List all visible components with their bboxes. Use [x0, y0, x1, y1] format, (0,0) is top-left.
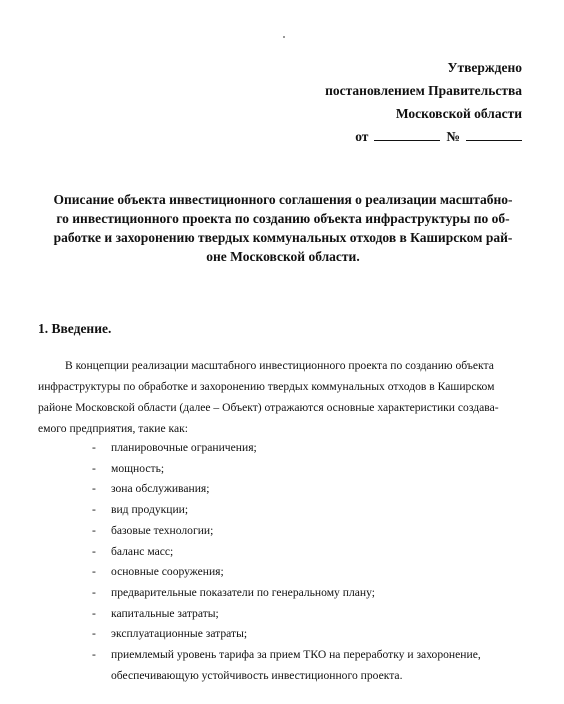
list-item	[92, 562, 481, 583]
list-item-text: мощность;	[111, 461, 165, 475]
intro-paragraph	[38, 355, 528, 439]
list-bullet: -	[92, 441, 96, 454]
list-bullet: -	[92, 523, 96, 537]
list-item	[92, 645, 481, 686]
list-item	[92, 459, 481, 480]
list-bullet: -	[92, 461, 96, 475]
list-item-text: базовые технологии;	[111, 523, 214, 537]
approval-line-date-number	[325, 125, 522, 148]
from-label: от	[355, 129, 369, 144]
list-item	[92, 521, 481, 542]
date-blank	[374, 128, 440, 141]
document-title	[38, 190, 528, 266]
list-item-text: эксплуатационные затраты;	[111, 627, 248, 641]
title-line: работке и захоронению твердых коммунальных отходов в Каширском рай-	[53, 230, 513, 245]
title-line: оне Московской области.	[206, 249, 360, 264]
list-item-text: предварительные показатели по генеральному плану;	[111, 585, 375, 599]
scan-speck	[283, 36, 285, 38]
approval-line-resolution: постановлением Правительства	[325, 83, 522, 98]
title-line: Описание объекта инвестиционного соглашения о реализации масштабно-	[53, 192, 513, 207]
list-item-text: баланс масс;	[111, 544, 174, 558]
list-item-text: основные сооружения;	[111, 565, 224, 579]
list-bullet: -	[92, 585, 96, 599]
paragraph-line: В концепции реализации масштабного инвестиционного проекта по созданию объекта	[65, 359, 494, 372]
list-item-continuation: обеспечивающую устойчивость инвестиционного проекта.	[111, 668, 403, 682]
list-item	[92, 583, 481, 604]
list-item-text: зона обслуживания;	[111, 482, 210, 496]
list-item-text: капитальные затраты;	[111, 606, 219, 620]
list-item-text: планировочные ограничения;	[111, 441, 257, 454]
list-item	[92, 438, 481, 459]
approval-block	[325, 56, 522, 148]
approval-line-approved: Утверждено	[447, 60, 522, 75]
list-bullet: -	[92, 503, 96, 517]
list-bullet: -	[92, 627, 96, 641]
list-item-text: приемлемый уровень тарифа за прием ТКО на переработку и захоронение,	[111, 648, 481, 662]
paragraph-line: районе Московской области (далее – Объект) отражаются основные характеристики создава-	[38, 401, 499, 414]
title-line: го инвестиционного проекта по созданию объекта инфраструктуры по об-	[56, 211, 510, 226]
list-item	[92, 500, 481, 521]
list-item-text: вид продукции;	[111, 503, 189, 517]
number-sign: №	[446, 129, 460, 144]
list-item	[92, 542, 481, 563]
list-bullet: -	[92, 648, 96, 662]
list-item	[92, 604, 481, 625]
paragraph-line: инфраструктуры по обработке и захоронению твердых коммунальных отходов в Каширском	[38, 380, 495, 393]
list-bullet: -	[92, 482, 96, 496]
characteristics-list	[92, 438, 481, 686]
list-item	[92, 479, 481, 500]
list-bullet: -	[92, 544, 96, 558]
paragraph-line: емого предприятия, такие как:	[38, 422, 188, 435]
list-bullet: -	[92, 606, 96, 620]
list-bullet: -	[92, 565, 96, 579]
number-blank	[466, 128, 522, 141]
list-item	[92, 624, 481, 645]
section-heading: 1. Введение.	[38, 321, 112, 336]
approval-line-region: Московской области	[395, 106, 522, 121]
